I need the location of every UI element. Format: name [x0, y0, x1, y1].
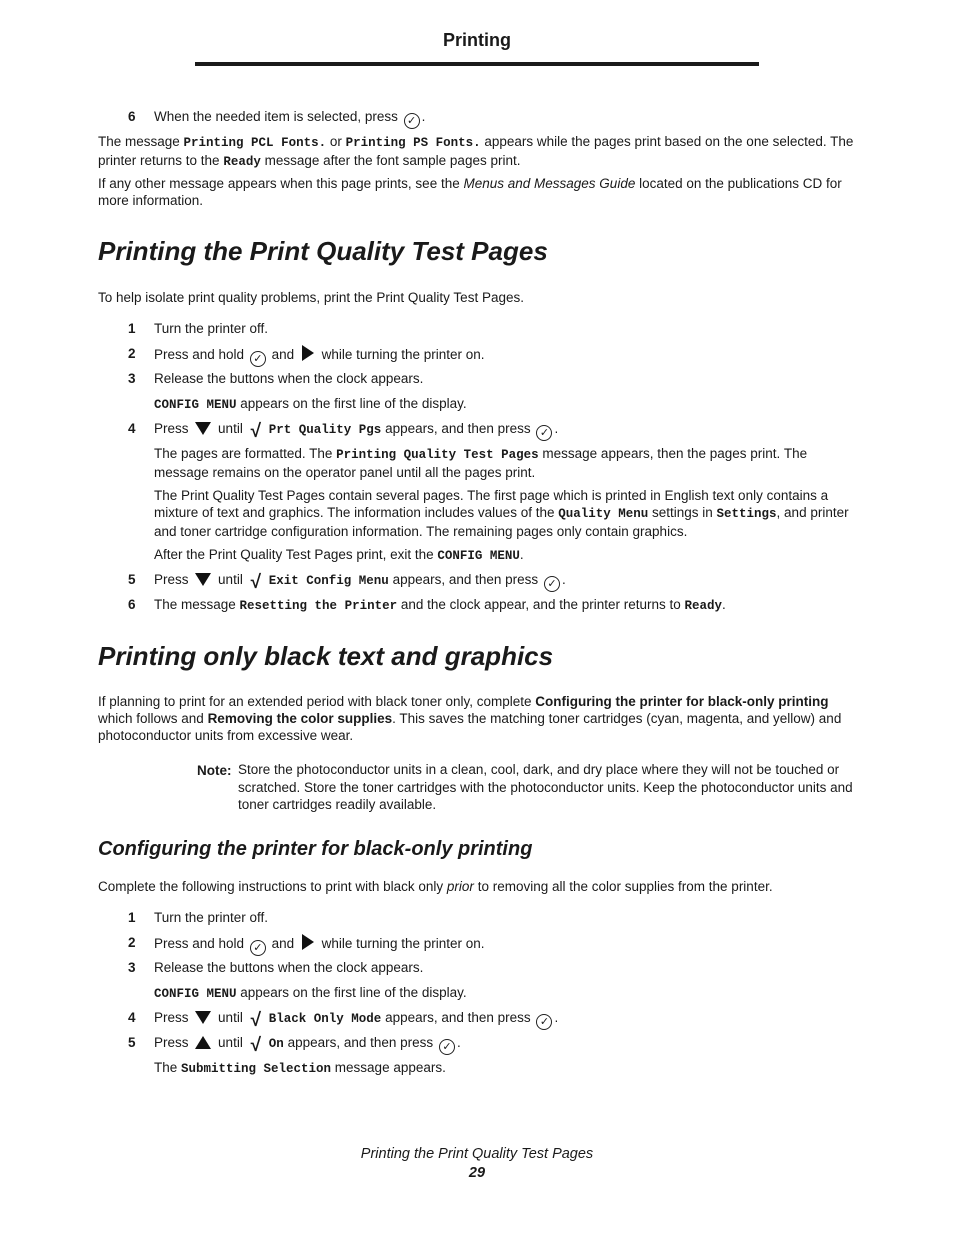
paragraph: The message Printing PCL Fonts. or Printing PS Fonts. appears while the pages print based on the one selected. The printer returns to the Ready message after the font sample pages print. — [98, 134, 854, 169]
step-text: The message Resetting the Printer and the clock appear, and the printer returns to Ready. — [154, 597, 726, 613]
step-text: Press and hold ✓ and while turning the printer on. — [154, 936, 485, 954]
step-text: Press and hold ✓ and while turning the printer on. — [154, 347, 485, 365]
step-text: Release the buttons when the clock appears. — [154, 371, 424, 386]
step-text: Press until √ Prt Quality Pgs appears, and then press ✓ . — [154, 421, 559, 442]
footer-title: Printing the Print Quality Test Pages — [360, 1146, 594, 1162]
right-arrow-icon — [301, 934, 315, 950]
header-rule — [195, 62, 759, 66]
step-detail: The Submitting Selection message appears. — [154, 1060, 446, 1076]
select-button-icon: ✓ — [536, 425, 552, 441]
paragraph: If any other message appears when this page prints, see the Menus and Messages Guide located on the publications CD for more information. — [98, 176, 842, 208]
section-intro: If planning to print for an extended period with black toner only, complete Configuring the printer for black-only printing which follows and Removing the color supplies. This saves the matching toner cartridges (cyan, magenta, and yellow) and photoconductor units from excessive wear. — [98, 694, 842, 743]
subsection-heading: Configuring the printer for black-only printing — [98, 838, 533, 860]
step-text: Press until √ Black Only Mode appears, and then press ✓ . — [154, 1010, 559, 1031]
select-button-icon: ✓ — [544, 576, 560, 592]
step-number: 1 — [128, 910, 136, 925]
check-mark-icon: √ — [250, 1035, 262, 1056]
down-arrow-icon — [195, 422, 211, 435]
step-detail: CONFIG MENU appears on the first line of the display. — [154, 396, 467, 412]
page-header-title: Printing — [443, 30, 511, 50]
step-paragraph: The pages are formatted. The Printing Quality Test Pages message appears, then the pages print. The message remains on the operator panel until all the pages print. — [154, 446, 808, 480]
step-number: 3 — [128, 960, 136, 975]
section-heading: Printing only black text and graphics — [98, 641, 554, 671]
step-text: When the needed item is selected, press ✓ . — [154, 109, 426, 127]
step-text: Turn the printer off. — [154, 321, 269, 336]
select-button-icon: ✓ — [250, 351, 266, 367]
step-number: 2 — [128, 935, 136, 950]
page-number: 29 — [468, 1165, 486, 1181]
up-arrow-icon — [195, 1036, 211, 1049]
step-text: Press until √ Exit Config Menu appears, and then press ✓ . — [154, 572, 566, 593]
section-intro: To help isolate print quality problems, print the Print Quality Test Pages. — [98, 290, 524, 305]
step-number: 1 — [128, 321, 136, 336]
subsection-intro: Complete the following instructions to print with black only prior to removing all the color supplies from the printer. — [98, 879, 773, 894]
note-label: Note: — [197, 763, 232, 778]
select-button-icon: ✓ — [250, 940, 266, 956]
step-detail: CONFIG MENU appears on the first line of the display. — [154, 985, 467, 1001]
step-number: 3 — [128, 371, 136, 386]
step-number: 2 — [128, 346, 136, 361]
step-number: 4 — [128, 421, 136, 436]
check-mark-icon: √ — [250, 1010, 262, 1031]
step-number: 6 — [128, 597, 136, 612]
select-button-icon: ✓ — [536, 1014, 552, 1030]
down-arrow-icon — [195, 1011, 211, 1024]
section-heading: Printing the Print Quality Test Pages — [98, 236, 548, 266]
select-button-icon: ✓ — [404, 113, 420, 129]
check-mark-icon: √ — [250, 572, 262, 593]
step-number: 5 — [128, 1035, 136, 1050]
step-text: Turn the printer off. — [154, 910, 269, 925]
check-mark-icon: √ — [250, 421, 262, 442]
step-number: 5 — [128, 572, 136, 587]
step-text: Press until √ On appears, and then press ✓ . — [154, 1035, 461, 1056]
step-text: Release the buttons when the clock appears. — [154, 960, 424, 975]
select-button-icon: ✓ — [439, 1039, 455, 1055]
right-arrow-icon — [301, 345, 315, 361]
step-number: 6 — [128, 109, 136, 124]
down-arrow-icon — [195, 573, 211, 586]
note-text: Store the photoconductor units in a clean, cool, dark, and dry place where they will not be touched or scratched. Store the toner cartridges with the photoconductor units. Keep the photoconductor units and toner cartridges readily available. — [238, 762, 853, 812]
step-paragraph: After the Print Quality Test Pages print, exit the CONFIG MENU. — [154, 547, 524, 563]
step-number: 4 — [128, 1010, 136, 1025]
step-paragraph: The Print Quality Test Pages contain several pages. The first page which is printed in English text only contains a mixture of text and graphics. The information includes values of the Quality Menu settings in Settings, and printer and toner cartridge configuration information. The remaining pages only contain graphics. — [154, 488, 849, 539]
